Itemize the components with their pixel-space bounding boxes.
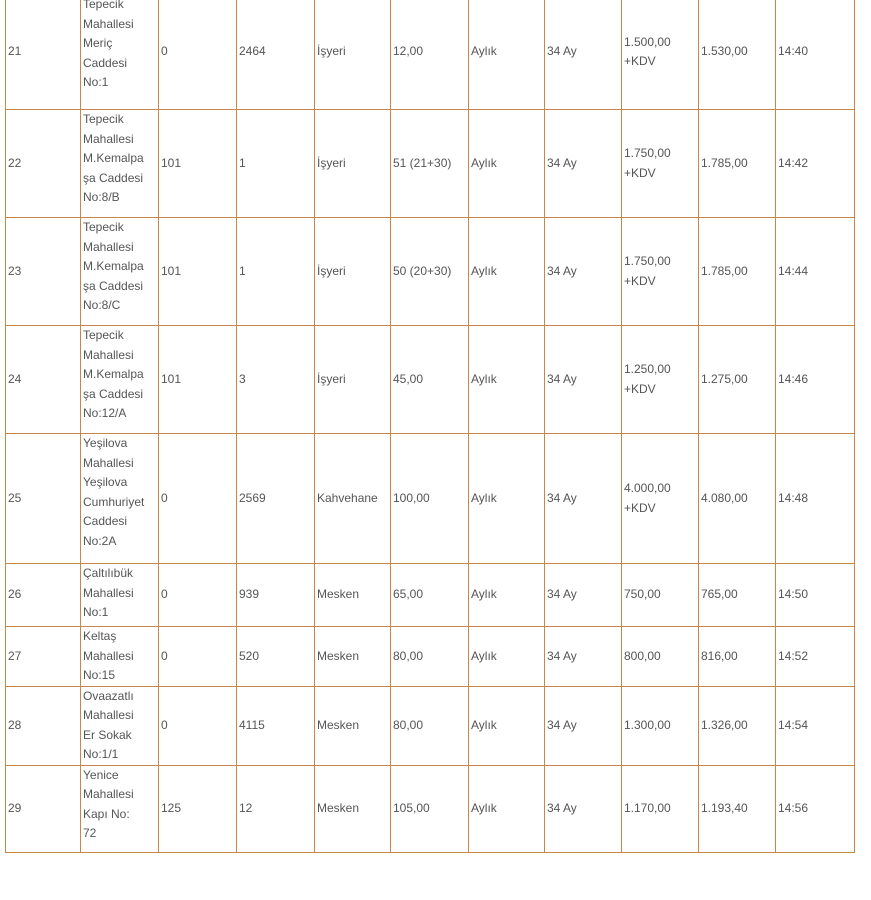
cell-area: 105,00 <box>391 765 469 852</box>
cell-duration: 34 Ay <box>545 765 622 852</box>
address-line: No:8/C <box>83 298 121 312</box>
cell-total-price: 1.275,00 <box>699 326 776 434</box>
cell-area: 45,00 <box>391 326 469 434</box>
cell-row-number: 21 <box>6 0 81 110</box>
cell-total-price: 816,00 <box>699 627 776 687</box>
cell-total-price: 1.326,00 <box>699 686 776 765</box>
cell-property-type: Mesken <box>315 564 391 627</box>
estimated-price-line: +KDV <box>624 165 656 180</box>
cell-auction-time: 14:42 <box>776 110 855 218</box>
cell-total-price: 1.530,00 <box>699 0 776 110</box>
cell-property-type: Kahvehane <box>315 434 391 564</box>
cell-parcel-number: 3 <box>237 326 315 434</box>
table-row <box>6 434 855 564</box>
estimated-price-line: +KDV <box>624 273 656 288</box>
address-line: şa Caddesi <box>83 386 144 401</box>
estimated-price-line: 1.250,00 <box>624 362 671 376</box>
cell-payment-period: Aylık <box>469 686 545 765</box>
table-row <box>6 564 855 627</box>
cell-duration: 34 Ay <box>545 0 622 110</box>
address-line: şa Caddesi <box>83 170 144 185</box>
cell-ada-number: 101 <box>159 110 237 218</box>
cell-property-type: Mesken <box>315 686 391 765</box>
cell-row-number: 24 <box>6 326 81 434</box>
cell-parcel-number: 1 <box>237 218 315 326</box>
address-line: Cumhuriyet <box>83 494 145 509</box>
address-line: No:1/1 <box>83 747 119 761</box>
address-line: Yeşilova <box>83 475 128 489</box>
cell-address <box>81 326 159 434</box>
cell-payment-period: Aylık <box>469 110 545 218</box>
address-line: Tepecik <box>83 112 124 126</box>
rental-table-container <box>5 0 855 853</box>
address-line: Yeşilova <box>83 436 128 450</box>
cell-duration: 34 Ay <box>545 434 622 564</box>
cell-payment-period: Aylık <box>469 0 545 110</box>
address-line: Tepecik <box>83 328 124 342</box>
cell-payment-period: Aylık <box>469 627 545 687</box>
cell-row-number: 26 <box>6 564 81 627</box>
cell-duration: 34 Ay <box>545 218 622 326</box>
cell-area: 80,00 <box>391 686 469 765</box>
address-line: Çaltılıbük <box>83 566 134 580</box>
cell-property-type: İşyeri <box>315 218 391 326</box>
cell-address <box>81 627 159 687</box>
cell-estimated-price <box>622 686 699 765</box>
address-line: No:1 <box>83 605 109 619</box>
cell-ada-number: 0 <box>159 0 237 110</box>
cell-area: 65,00 <box>391 564 469 627</box>
estimated-price-line: 750,00 <box>624 587 661 602</box>
cell-address <box>81 564 159 627</box>
cell-row-number: 28 <box>6 686 81 765</box>
cell-area: 51 (21+30) <box>391 110 469 218</box>
cell-estimated-price <box>622 434 699 564</box>
cell-total-price: 1.193,40 <box>699 765 776 852</box>
cell-duration: 34 Ay <box>545 686 622 765</box>
cell-duration: 34 Ay <box>545 627 622 687</box>
estimated-price-line: 1.300,00 <box>624 717 671 732</box>
cell-area: 80,00 <box>391 627 469 687</box>
cell-ada-number: 101 <box>159 326 237 434</box>
cell-row-number: 27 <box>6 627 81 687</box>
table-row <box>6 627 855 687</box>
cell-parcel-number: 520 <box>237 627 315 687</box>
cell-parcel-number: 4115 <box>237 686 315 765</box>
cell-auction-time: 14:56 <box>776 765 855 852</box>
cell-duration: 34 Ay <box>545 110 622 218</box>
estimated-price-line: 1.500,00 <box>624 34 671 49</box>
address-line: Mahallesi <box>83 708 134 722</box>
cell-parcel-number: 12 <box>237 765 315 852</box>
address-line: Yenice <box>83 767 119 782</box>
cell-area: 100,00 <box>391 434 469 564</box>
cell-row-number: 22 <box>6 110 81 218</box>
address-line: Mahallesi <box>83 239 134 254</box>
table-row <box>6 0 855 110</box>
address-line: No:1 <box>83 75 109 89</box>
address-line: M.Kemalpa <box>83 367 144 381</box>
address-line: No:15 <box>83 668 116 682</box>
cell-total-price: 4.080,00 <box>699 434 776 564</box>
cell-estimated-price <box>622 765 699 852</box>
address-line: Ovaazatlı <box>83 688 134 703</box>
estimated-price-line: 1.750,00 <box>624 146 671 160</box>
address-line: Mahallesi <box>83 131 134 146</box>
estimated-price-line: 4.000,00 <box>624 481 671 495</box>
cell-address <box>81 434 159 564</box>
cell-total-price: 1.785,00 <box>699 218 776 326</box>
cell-area: 50 (20+30) <box>391 218 469 326</box>
cell-property-type: İşyeri <box>315 0 391 110</box>
cell-estimated-price <box>622 564 699 627</box>
table-row <box>6 765 855 852</box>
cell-estimated-price <box>622 0 699 110</box>
address-line: Mahallesi <box>83 16 134 31</box>
cell-payment-period: Aylık <box>469 326 545 434</box>
cell-payment-period: Aylık <box>469 765 545 852</box>
cell-address <box>81 0 159 110</box>
address-line: No:2A <box>83 533 117 548</box>
cell-property-type: Mesken <box>315 765 391 852</box>
address-line: Tepecik <box>83 0 124 11</box>
cell-payment-period: Aylık <box>469 218 545 326</box>
cell-auction-time: 14:48 <box>776 434 855 564</box>
cell-auction-time: 14:54 <box>776 686 855 765</box>
estimated-price-line: 1.750,00 <box>624 254 671 268</box>
estimated-price-line: +KDV <box>624 381 656 396</box>
address-line: No:8/B <box>83 190 120 204</box>
address-line: Mahallesi <box>83 787 134 801</box>
cell-ada-number: 0 <box>159 434 237 564</box>
cell-duration: 34 Ay <box>545 326 622 434</box>
cell-payment-period: Aylık <box>469 564 545 627</box>
address-line: Mahallesi <box>83 455 134 470</box>
address-line: Mahallesi <box>83 585 134 600</box>
address-line: M.Kemalpa <box>83 151 144 165</box>
table-body <box>6 0 855 852</box>
cell-ada-number: 0 <box>159 564 237 627</box>
table-row <box>6 326 855 434</box>
cell-parcel-number: 2569 <box>237 434 315 564</box>
cell-ada-number: 0 <box>159 686 237 765</box>
cell-duration: 34 Ay <box>545 564 622 627</box>
table-row <box>6 218 855 326</box>
cell-estimated-price <box>622 627 699 687</box>
address-line: Meriç <box>83 36 113 50</box>
cell-estimated-price <box>622 110 699 218</box>
estimated-price-line: 1.170,00 <box>624 800 671 815</box>
address-line: No:12/A <box>83 406 127 420</box>
cell-address <box>81 686 159 765</box>
cell-auction-time: 14:46 <box>776 326 855 434</box>
cell-estimated-price <box>622 218 699 326</box>
cell-total-price: 1.785,00 <box>699 110 776 218</box>
cell-area: 12,00 <box>391 0 469 110</box>
address-line: Caddesi <box>83 55 128 70</box>
cell-row-number: 23 <box>6 218 81 326</box>
cell-auction-time: 14:44 <box>776 218 855 326</box>
cell-estimated-price <box>622 326 699 434</box>
cell-auction-time: 14:52 <box>776 627 855 687</box>
cell-parcel-number: 2464 <box>237 0 315 110</box>
estimated-price-line: +KDV <box>624 500 656 515</box>
cell-auction-time: 14:40 <box>776 0 855 110</box>
cell-ada-number: 0 <box>159 627 237 687</box>
cell-ada-number: 125 <box>159 765 237 852</box>
estimated-price-line: +KDV <box>624 54 656 68</box>
cell-address <box>81 110 159 218</box>
address-line: şa Caddesi <box>83 278 144 293</box>
address-line: Mahallesi <box>83 648 134 663</box>
cell-address <box>81 765 159 852</box>
address-line: Mahallesi <box>83 347 134 362</box>
cell-payment-period: Aylık <box>469 434 545 564</box>
cell-parcel-number: 939 <box>237 564 315 627</box>
address-line: M.Kemalpa <box>83 259 144 273</box>
cell-property-type: Mesken <box>315 627 391 687</box>
address-line: Tepecik <box>83 220 124 234</box>
cell-property-type: İşyeri <box>315 110 391 218</box>
cell-total-price: 765,00 <box>699 564 776 627</box>
table-row <box>6 686 855 765</box>
cell-address <box>81 218 159 326</box>
address-line: 72 <box>83 826 97 840</box>
cell-row-number: 29 <box>6 765 81 852</box>
address-line: Caddesi <box>83 514 128 528</box>
cell-ada-number: 101 <box>159 218 237 326</box>
cell-property-type: İşyeri <box>315 326 391 434</box>
cell-row-number: 25 <box>6 434 81 564</box>
estimated-price-line: 800,00 <box>624 648 661 663</box>
table-row <box>6 110 855 218</box>
cell-parcel-number: 1 <box>237 110 315 218</box>
cell-auction-time: 14:50 <box>776 564 855 627</box>
address-line: Keltaş <box>83 629 117 643</box>
address-line: Er Sokak <box>83 727 132 742</box>
address-line: Kapı No: <box>83 806 130 821</box>
rental-auction-table <box>5 0 855 853</box>
